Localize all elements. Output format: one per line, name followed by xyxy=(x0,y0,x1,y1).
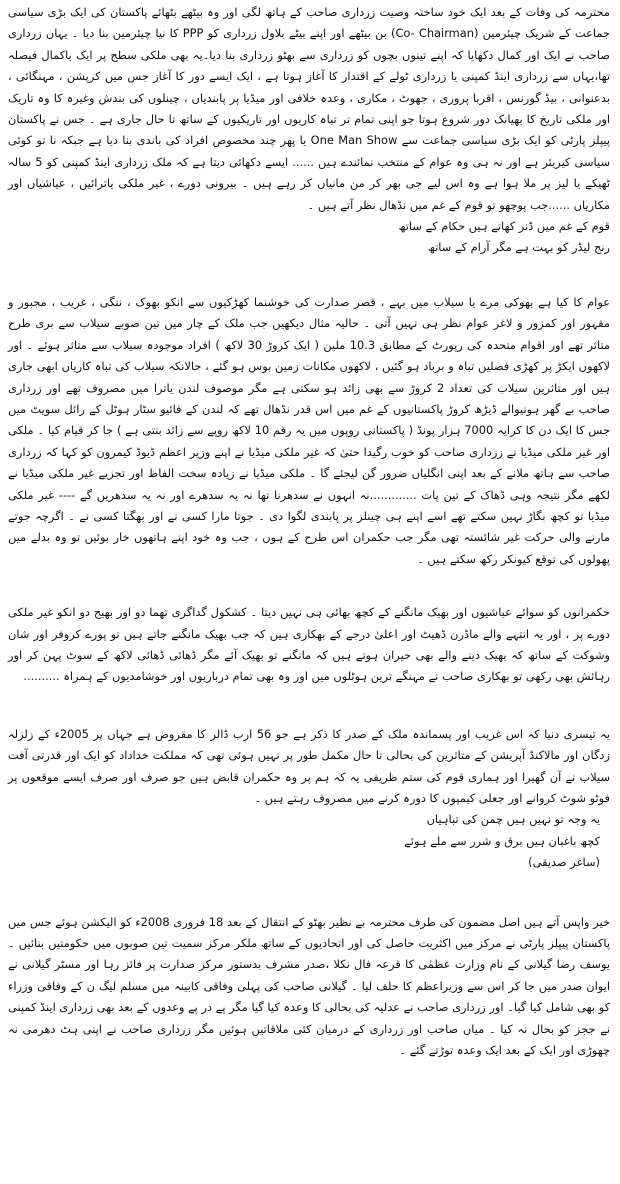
article-paragraph-3: حکمرانوں کو سوائے عیاشیوں اور بھیک مانگنے کے کچھ بھائی ہی نہیں دیتا ۔ کشکول گداگری تھما دو اور بھیج دو انکو غیر ملکی دورے پر ، اور یہ انتہے والے ماڈرن ڈھیٹ اور اعلیٰ درجے کے بھکاری ہیں کہ جب بھیک مانگنے جاتے ہیں تو پورے کروفر اور شان وشوکت کے ساتھ کہ بھیک دینے والے بھی حیران ہوتے ہیں کہ مانگنے تو بھیک آئے مگر ڈھائی ڈھائی لاکھ کے سوٹ پہن کر اور رہائش بھی رکھی تو بھکاری صاحب نے مہنگے ترین ہوٹلوں میں اور وہ بھی تمام درباریوں اور خوشامدیوں کے ہمراہ .......... xyxy=(8,605,610,684)
paragraph-spacer xyxy=(8,570,610,602)
verse-1 xyxy=(8,216,610,259)
verse-1-line-2: رنج لیڈر کو بہت ہے مگر آرام کے ساتھ xyxy=(427,240,610,255)
verse-2-line-2: کچھ باغبان ہیں برق و شرر سے ملے ہوئے xyxy=(404,833,600,848)
verse-2-line-1: یہ وجہ تو نہیں ہیں چمن کی تباہیاں xyxy=(426,812,600,827)
article-paragraph-1: محترمہ کی وفات کے بعد ایک خود ساختہ وصیت زرداری صاحب کے ہاتھ لگی اور وہ بیٹھے بٹھائے پاکستان کی ایک بڑی سیاسی جماعت کے شریک چیئرمین (Co- Chairman) بن بیٹھے اور اپنے بیٹے بلاول زرداری کو PPP کا نیا چیئرمین بنا دیا ۔ یہاں زرداری صاحب نے ایک اور کمال دکھایا کہ اپنے تینوں بچوں کو زرداری سے بھٹو زرداری بنا دیا۔یہ بھی ملکی سطح پر ایک باکمال فیصلہ تھا،یہاں سے زرداری اینڈ کمپنی یا زرداری ٹولے کے اقتدار کا آغاز ہوتا ہے ، ایک ایسے دور کا آغاز جس میں کرپشن ، مہنگائی ، بدعنوانی ، بیڈ گورنس ، اقربا پروری ، جھوٹ ، مکاری ، وعدہ خلافی اور میڈیا پر پابندیاں ، چینلوں کی بندش وغیرہ کا وہ تاریک اور ملکی تاریخ کا بھیانک دور شروع ہوتا جو اپنی تمام تر تباہ کاریوں اور تاریکیوں کے ساتھ تا حال جاری ہے ۔ جس نے پاکستان پیپلز پارٹی کو ایک بڑی سیاسی جماعت سے One Man Show یا پھر چند مخصوص افراد کی باندی بنا دیا ہے جبکہ نا تو کوئی سیاسی کیریئر ہے اور نہ ہی وہ عوام کے منتخب نمائندے ہیں ...... ایسے دکھائی دیتا ہے کہ ملک زرداری اینڈ کمپنی کو 5 سالہ ٹھیکے یا لیز پر ملا ہوا ہے وہ اس لیے جی بھر کر من مانیاں کر رہے ہیں ۔ بیرونی دورے ، غیر ملکی یاترائیں ، عیاشیاں اور مکاریاں ......جب پوچھو تو قوم کے غم میں نڈھال نظر آتے ہیں ۔ xyxy=(8,5,611,212)
paragraph-spacer xyxy=(8,259,610,292)
article-paragraph-5: خیر واپس آتے ہیں اصل مضمون کی طرف محترمہ بے نظیر بھٹو کے انتقال کے بعد 18 فروری 2008ء کو الیکشن ہوئے جس میں پاکستان پیپلز پارٹی نے مرکز میں اکثریت حاصل کی اور اتحادیوں کے ساتھ ملکر مرکز سمیت تین صوبوں میں حکومتیں بنائیں ۔ یوسف رضا گیلانی کے نام وزارت عظمٰی کا قرعہ فال نکلا ،صدر مشرف بدستور مرکز صدارت پر فائز رہا اور مسٹر گیلانی نے ایوان صدر میں جا کر اس سے وزیراعظم کا حلف لیا ۔ گیلانی صاحب کی پہلی وفاقی کابینہ میں مسلم لیگ ن کے وفاقی وزراء کو بھی شامل کیا گیا۔ اور زرداری صاحب نے عدلیہ کی بحالی کا وعدہ کیا گیا مگر پے در پے وعدوں کے بعد بھی زرداری اینڈ کمپنی نے ججز کو بحال نہ کیا ۔ میاں صاحب اور زرداری کے درمیان کئی ملاقاتیں ہوئیں مگر زرداری صاحب نے اپنی ہٹ دھرمی نہ چھوڑی اور ایک کے بعد ایک وعدہ توڑتے گئے ۔ xyxy=(8,914,611,1058)
paragraph-spacer xyxy=(8,874,610,912)
article-paragraph-4: یہ تیسری دنیا کہ اس غریب اور پسماندہ ملک کے صدر کا ذکر ہے جو 56 ارب ڈالر کا مقروض ہے جہاں پر 2005ء کے زلزلہ زدگان اور مالاکنڈ آپریشن کے متاثرین کی بحالی تا حال مکمل طور پر نہیں ہوئی تھی کہ مملکت خداداد کو ایک اور قدرتی آفت سیلاب نے آن گھیرا اور ہماری قوم کی ستم ظریفی یہ کہ ہم پر وہ حکمران قابض ہیں جو صرف اور صرف ایسے موقعوں پر فوٹو شوٹ کروانے اور جعلی کیمپوں کا دورہ کرنے میں مصروف رہتے ہیں ۔ xyxy=(8,726,611,805)
verse-1-line-1: قوم کے غم میں ڈنر کھاتے ہیں حکام کے ساتھ xyxy=(398,219,610,234)
article-paragraph-2: عوام کا کیا ہے بھوکی مرے یا سیلاب میں بہے ، قصر صدارت کی خوشنما کھڑکیوں سے انکو بھوک ، ننگی ، غریب ، مجبور و مقہور اور کمزور و لاغر عوام نظر ہی نہیں آتی ۔ حالیہ مثال دیکھیں جب ملک کے چار میں تین صوبے سیلاب سے بری طرح متاثر تھے اور اقوام متحدہ کی رپورٹ کے مطابق 10.3 ملین ( ایک کروڑ 30 لاکھ ) افراد موجودہ سیلاب سے متاثر ہوئے ۔ اور لاکھوں ایکڑ پر کھڑی فصلیں تباہ و برباد ہو گئیں ، لاکھوں مکانات زمین بوس ہو گئے ، حالانکہ سیلاب کی تباہ کاریاں ابھی جاری ہیں اور متاثرین سیلاب کی تعداد 2 کروڑ سے بھی زائد ہو سکتی ہے مگر موصوف لندن یاترا میں مصروف تھے اور زرداری صاحب بے گھر ہونیوالے ڈیڑھ کروڑ پاکستانیوں کے غم میں اس قدر نڈھال تھے کہ لندن کے فائیو سٹار ہوٹل کے رائل سویٹ میں جس کا ایک دن کا کرایہ 7000 ہزار پونڈ ( پاکستانی روپوں میں یہ رقم 10 لاکھ روپے سے زائد بنتی ہے ) جا کر قیام کیا ۔ ملکی اور غیر ملکی میڈیا نے زرداری صاحب کو خوب رگیدا حتیٰ کہ غیر ملکی میڈیا نے اپنے وزیر اعظم ڈیوڈ کیمرون کو کہا کہ زرداری صاحب سے ہاتھ ملانے کے بعد اپنی انگلیاں ضرور گن لیجئے گا ۔ ملکی میڈیا نے زیادہ سخت الفاظ اور تجزیے غیر ملکی میڈیا نے لکھے مگر نتیجہ وہی ڈھاک کے تین پات .............نہ انہوں نے سدھرنا تھا نہ یہ سدھرے اور نہ یہ سدھریں گے ---- غیر ملکی میڈیا تو کچھ بگاڑ نہیں سکتے تھے اسے اپنے ہی چینلز پر پابندی لگوا دی ۔ جوتا مارا کسی نے اور بھگتا کسی نے ۔ اگرچہ جوتے مارنے والی حرکت غیر شائستہ تھی مگر جب حکمران اس طرح کے ہوں ، جب وہ خود اپنے ہاتھوں خار بوئیں تو وہ بدلے میں پھولوں کی توقع کیونکر رکھ سکتے ہیں ۔ xyxy=(8,294,611,566)
paragraph-spacer xyxy=(8,688,610,724)
verse-2 xyxy=(8,809,610,873)
verse-2-attribution: (ساغر صدیقی) xyxy=(528,855,600,870)
